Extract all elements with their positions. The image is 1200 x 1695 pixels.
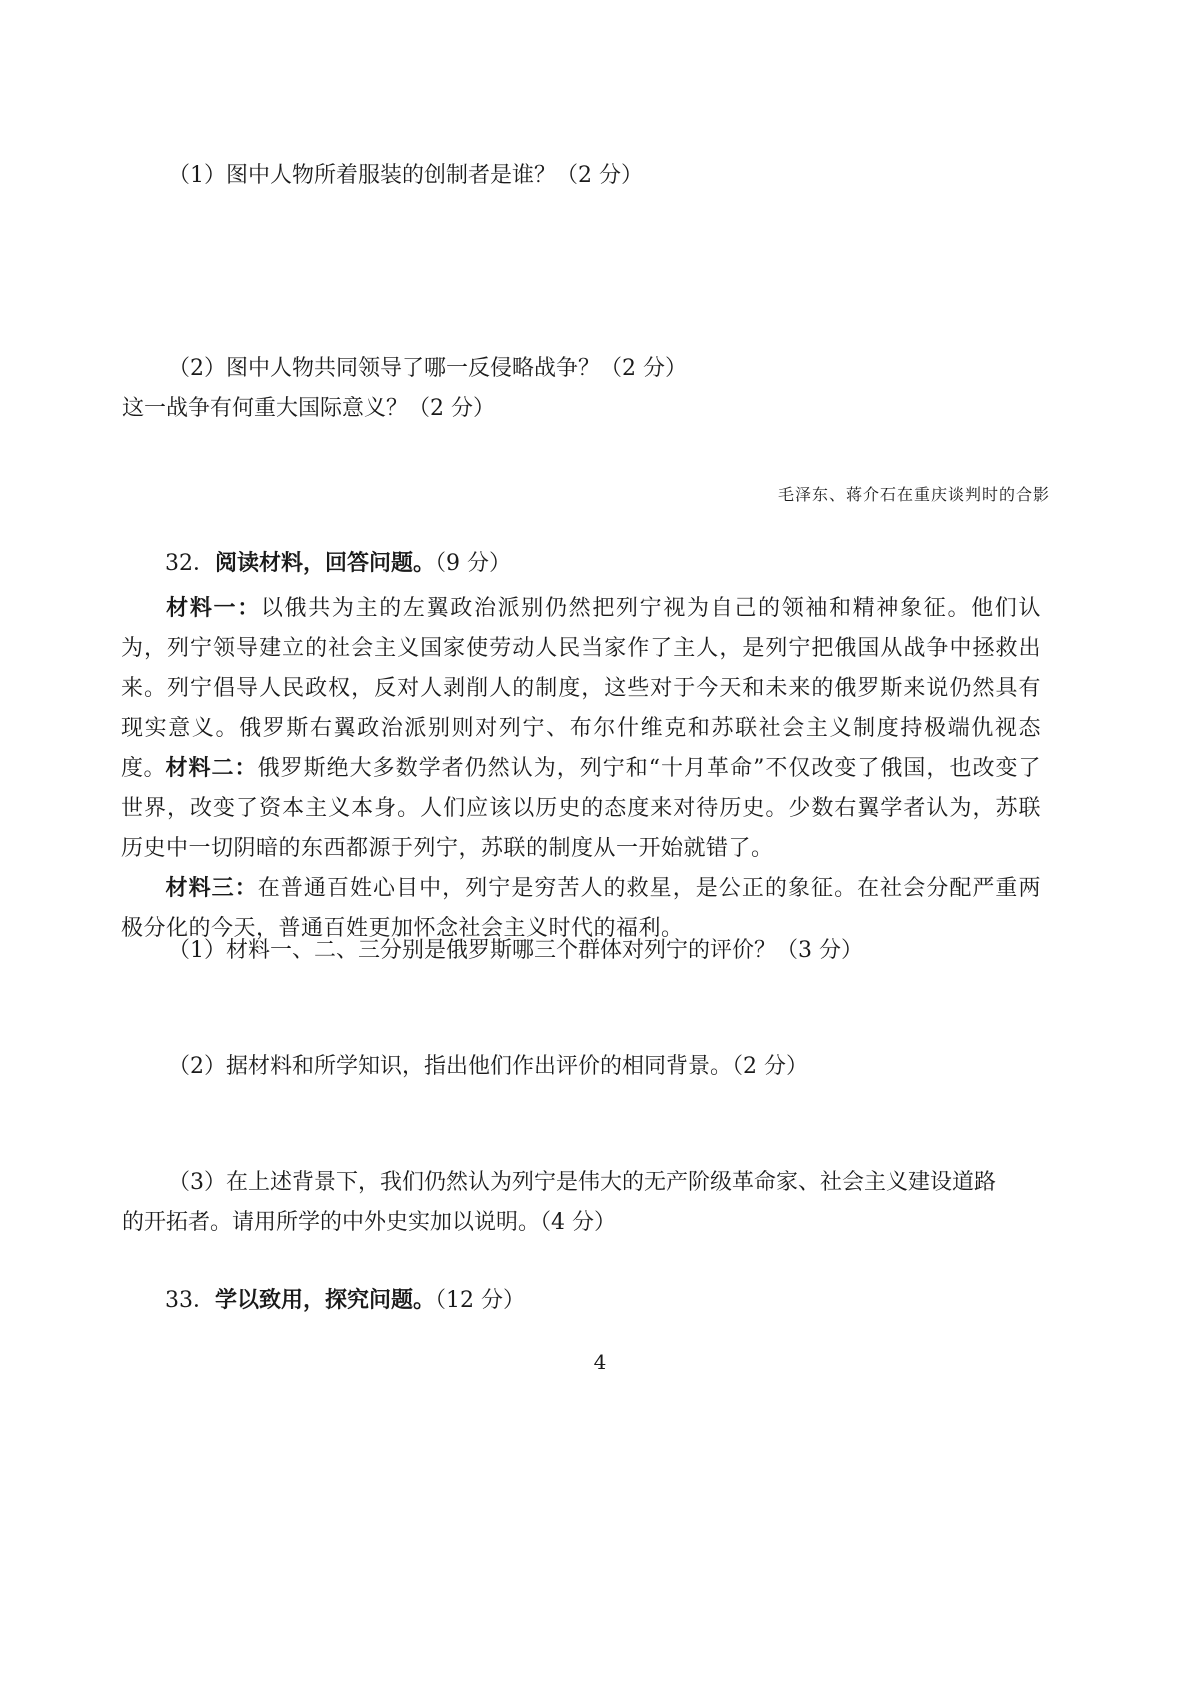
q31-sub2-line1: （2）图中人物共同领导了哪一反侵略战争？（2 分） (168, 356, 687, 381)
page-number: 4 (593, 1350, 607, 1374)
q32-sub2: （2）据材料和所学知识，指出他们作出评价的相同背景。（2 分） (168, 1054, 808, 1079)
q32-sub1: （1）材料一、二、三分别是俄罗斯哪三个群体对列宁的评价？（3 分） (168, 938, 863, 963)
q32-sub3-line2: 的开拓者。请用所学的中外史实加以说明。（4 分） (122, 1210, 616, 1235)
q32-title: 阅读材料，回答问题。 (215, 550, 436, 576)
material-3-text: 在普通百姓心目中，列宁是穷苦人的救星，是公正的象征。在社会分配严重两极分化的今天，普通百姓更加怀念社会主义时代的福利。 (121, 876, 1041, 941)
q32-sub3-line1: （3）在上述背景下，我们仍然认为列宁是伟大的无产阶级革命家、社会主义建设道路 (168, 1170, 996, 1195)
q33-title: 学以致用，探究问题。 (215, 1287, 436, 1313)
material-1-label: 材料一： (165, 595, 261, 621)
material-1-text: 以俄共为主的左翼政治派别仍然把列宁视为自己的领袖和精神象征。他们认为，列宁领导建立的社会主义国家使劳动人民当家作了主人，是列宁把俄国从战争中拯救出来。列宁倡导人民政权，反对人剥削人的制度，这些对于今天和未来的俄罗斯来说仍然具有现实意义。俄罗斯右翼政治派别则对列宁、布尔什维克和苏联社会主义制度持极端仇视态度。 (121, 596, 1041, 781)
q33-score: （12 分） (435, 1288, 526, 1313)
q33-number: 33． (165, 1288, 215, 1313)
q32-heading (165, 548, 511, 579)
q31-sub1: （1）图中人物所着服装的创制者是谁？（2 分） (168, 163, 643, 188)
q33-heading (165, 1285, 525, 1316)
material-2-label: 材料二： (165, 755, 258, 781)
q32-number: 32． (165, 551, 215, 576)
material-2 (121, 748, 1041, 869)
q31-sub2-line2: 这一战争有何重大国际意义？（2 分） (122, 396, 495, 421)
material-2-text: 俄罗斯绝大多数学者仍然认为，列宁和“十月革命”不仅改变了俄国，也改变了世界，改变了资本主义本身。人们应该以历史的态度来对待历史。少数右翼学者认为，苏联历史中一切阴暗的东西都源于列宁，苏联的制度从一开始就错了。 (121, 756, 1041, 861)
q32-score: （9 分） (435, 551, 512, 576)
photo-caption: 毛泽东、蒋介石在重庆谈判时的合影 (777, 485, 1050, 504)
material-3-label: 材料三： (165, 875, 258, 901)
